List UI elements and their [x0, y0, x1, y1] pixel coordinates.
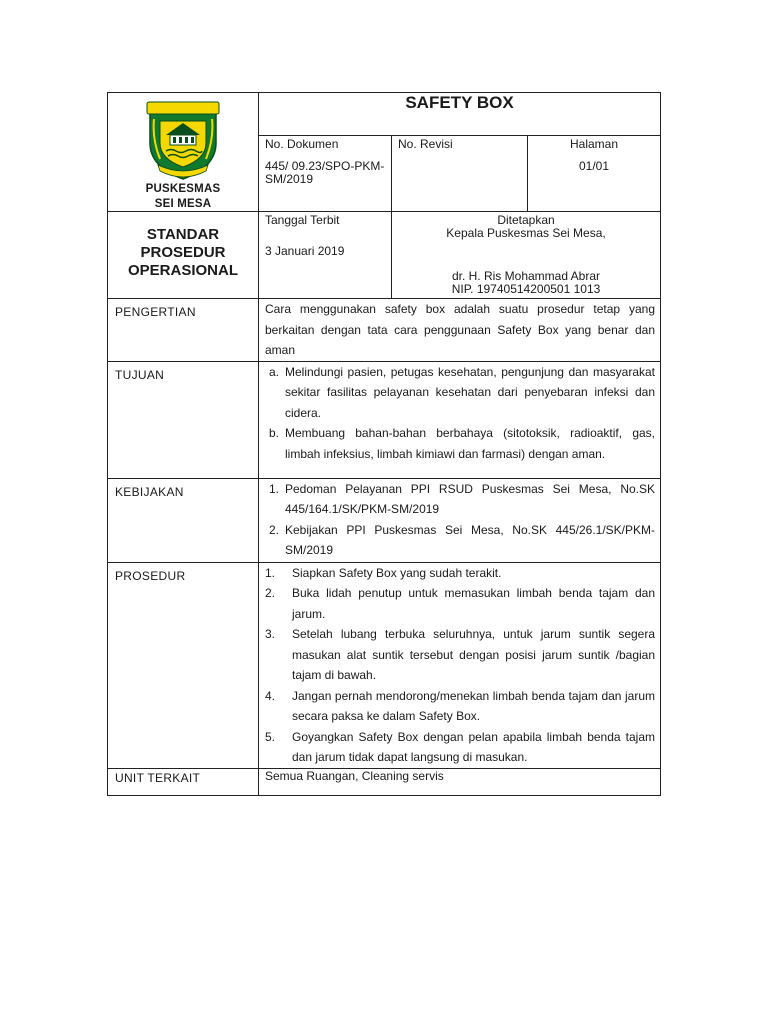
list-item — [265, 362, 655, 424]
logo-cell — [108, 93, 259, 212]
sop-title-line3: OPERASIONAL — [127, 262, 238, 279]
list-item — [265, 624, 655, 686]
pengertian-label: PENGERTIAN — [108, 299, 259, 362]
sop-document — [107, 92, 660, 783]
list-marker: 1. — [269, 481, 280, 496]
no-revisi-cell — [392, 136, 528, 212]
list-item — [265, 479, 655, 520]
tanggal-terbit-cell — [259, 212, 392, 299]
org-name-line1: PUSKESMAS — [145, 183, 221, 195]
list-marker: 5. — [265, 729, 276, 744]
signer-name: dr. H. Ris Mohammad Abrar — [451, 269, 601, 283]
unit-terkait-body — [259, 768, 661, 795]
kebijakan-body — [259, 478, 661, 562]
sop-table — [107, 92, 661, 796]
prosedur-list — [265, 563, 655, 768]
list-item-text: Siapkan Safety Box yang sudah terakit. — [292, 565, 502, 580]
unit-terkait-label: UNIT TERKAIT — [108, 768, 259, 795]
list-item — [265, 563, 655, 584]
list-item — [265, 583, 655, 624]
list-marker: 2. — [265, 586, 276, 600]
list-item-text: Goyangkan Safety Box dengan pelan apabila limbah benda tajam dan jarum tidak dapat langsung di masukan. — [292, 729, 656, 764]
list-item — [265, 423, 655, 464]
list-item — [265, 727, 655, 768]
pengertian-body — [259, 299, 661, 362]
unit-terkait-text: Semua Ruangan, Cleaning servis — [265, 768, 444, 783]
prosedur-label: PROSEDUR — [108, 562, 259, 768]
document-title: SAFETY BOX — [259, 93, 661, 136]
prosedur-body — [259, 562, 661, 768]
list-item-text: Membuang bahan-bahan berbahaya (sitotoksik, radioaktif, gas, limbah infeksius, limbah kimiawi dan farmasi) dengan aman. — [285, 426, 656, 461]
kepala-text: Kepala Puskesmas Sei Mesa, — [446, 226, 606, 240]
list-marker: a. — [269, 364, 280, 379]
tanggal-terbit-label: Tanggal Terbit — [265, 213, 340, 227]
list-marker: 4. — [265, 688, 276, 703]
list-item-text: Buka lidah penutup untuk memasukan limbah benda tajam dan jarum. — [292, 586, 656, 621]
no-dokumen-label: No. Dokumen — [265, 137, 339, 152]
no-revisi-label: No. Revisi — [398, 137, 453, 152]
kebijakan-label: KEBIJAKAN — [108, 478, 259, 562]
pengertian-text: Cara menggunakan safety box adalah suatu prosedur tetap yang berkaitan dengan tata cara penggunaan Safety Box yang benar dan aman — [265, 302, 656, 357]
signer-nip: NIP. 19740514200501 1013 — [451, 282, 601, 296]
list-item — [265, 686, 655, 727]
approval-cell — [392, 212, 661, 299]
list-item-text: Kebijakan PPI Puskesmas Sei Mesa, No.SK 445/26.1/SK/PKM-SM/2019 — [285, 522, 656, 557]
tujuan-label: TUJUAN — [108, 361, 259, 478]
list-marker: b. — [269, 426, 280, 440]
list-item-text: Pedoman Pelayanan PPI RSUD Puskesmas Sei Mesa, No.SK 445/164.1/SK/PKM-SM/2019 — [285, 481, 656, 516]
list-item — [265, 520, 655, 561]
no-dokumen-cell — [259, 136, 392, 212]
halaman-value: 01/01 — [578, 159, 610, 174]
tujuan-body — [259, 361, 661, 478]
banjarmasin-emblem-icon — [144, 99, 222, 181]
list-item-text: Jangan pernah mendorong/menekan limbah benda tajam dan jarum secara paksa ke dalam Safety Box. — [292, 688, 656, 723]
list-marker: 3. — [265, 627, 276, 641]
halaman-label: Halaman — [569, 137, 619, 152]
no-dokumen-value: 445/ 09.23/SPO-PKM-SM/2019 — [265, 159, 385, 187]
ditetapkan-text: Ditetapkan — [497, 213, 555, 227]
list-marker: 2. — [269, 522, 280, 537]
halaman-cell — [528, 136, 661, 212]
sop-title-line2: PROSEDUR — [140, 244, 226, 261]
list-marker: 1. — [265, 565, 276, 580]
sop-title-line1: STANDAR — [146, 226, 220, 243]
tanggal-terbit-value: 3 Januari 2019 — [265, 244, 345, 258]
list-item-text: Setelah lubang terbuka seluruhnya, untuk jarum suntik segera masukan alat suntik tersebut dengan posisi jarum suntik /bagian tajam di bawah. — [292, 627, 656, 682]
org-name-line2: SEI MESA — [154, 198, 212, 210]
list-item-text: Melindungi pasien, petugas kesehatan, pengunjung dan masyarakat sekitar fasilitas pelayanan kesehatan dari penyebaran infeksi dan cidera. — [285, 364, 656, 420]
tujuan-list — [265, 362, 655, 465]
kebijakan-list — [265, 479, 655, 561]
sop-title-cell — [108, 212, 259, 299]
